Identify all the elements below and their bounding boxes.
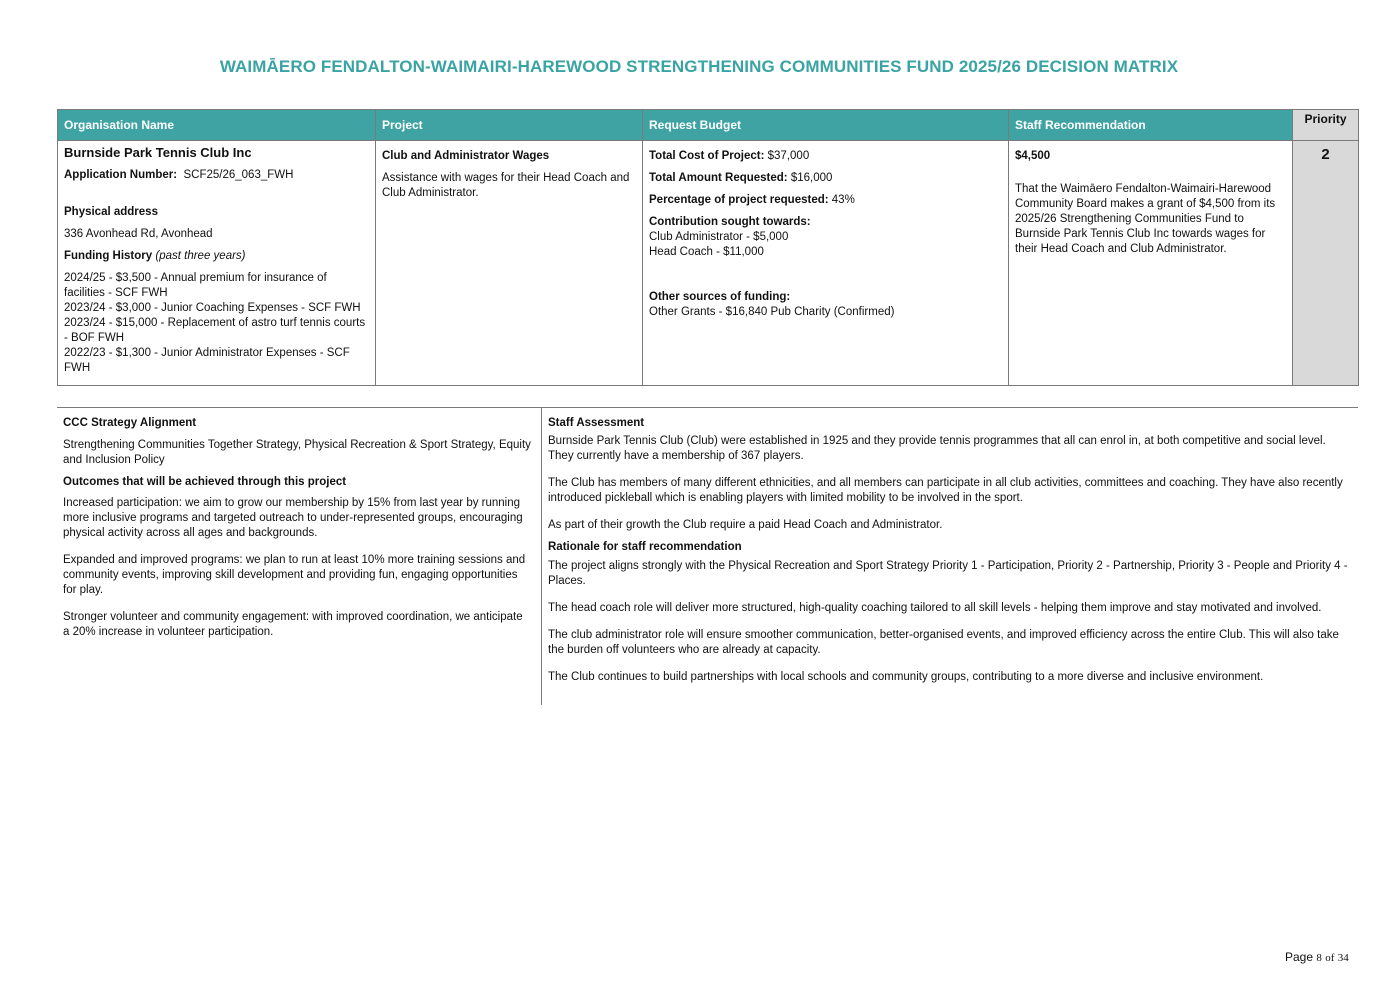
other-funding-label: Other sources of funding: — [649, 291, 791, 303]
funding-history-item: 2024/25 - $3,500 - Annual premium for insurance of facilities - SCF FWH — [64, 272, 327, 299]
contribution-item: Club Administrator - $5,000 — [649, 231, 789, 243]
total-cost-value: $37,000 — [767, 150, 810, 162]
total-cost-label: Total Cost of Project: — [649, 150, 765, 162]
staff-recommendation-cell — [1009, 141, 1293, 386]
project-title: Club and Administrator Wages — [382, 150, 550, 162]
application-number-label: Application Number: — [64, 169, 178, 181]
recommended-amount: $4,500 — [1015, 150, 1051, 162]
alignment-heading: CCC Strategy Alignment — [63, 417, 197, 429]
rationale-paragraph: The Club continues to build partnerships with local schools and community groups, contributing to a more diverse and inclusive environment. — [548, 671, 1264, 683]
amount-requested-label: Total Amount Requested: — [649, 172, 788, 184]
strategy-outcomes-column — [63, 416, 531, 640]
page-current: 8 — [1316, 952, 1322, 964]
funding-history-item: 2023/24 - $3,000 - Junior Coaching Expenses - SCF FWH — [64, 302, 361, 314]
physical-address-label: Physical address — [64, 206, 158, 218]
header-organisation-name: Organisation Name — [58, 110, 376, 141]
outcomes-heading: Outcomes that will be achieved through this project — [63, 476, 347, 488]
page-title: WAIMĀERO FENDALTON-WAIMAIRI-HAREWOOD STRENGTHENING COMMUNITIES FUND 2025/26 DECISION MATRIX — [219, 57, 1179, 76]
assessment-heading: Staff Assessment — [548, 417, 645, 429]
other-funding-value: Other Grants - $16,840 Pub Charity (Confirmed) — [649, 306, 895, 318]
rationale-paragraph: The club administrator role will ensure smoother communication, better-organised events, and improved efficiency across the entire Club. This will also take the burden off volunteers who are already at capacity. — [548, 629, 1339, 656]
percentage-requested-value: 43% — [831, 194, 855, 206]
project-cell — [376, 141, 643, 386]
amount-requested — [649, 171, 1002, 186]
staff-assessment-column — [548, 416, 1348, 685]
rationale-paragraph: The head coach role will deliver more structured, high-quality coaching tailored to all skill levels - helping them improve and stay motivated and involved. — [548, 602, 1322, 614]
page-number — [1285, 950, 1349, 966]
contribution-item: Head Coach - $11,000 — [649, 246, 764, 258]
header-priority: Priority — [1293, 110, 1359, 141]
decision-matrix-table — [57, 109, 1359, 386]
page-label: Page — [1285, 950, 1314, 964]
alignment-text: Strengthening Communities Together Strategy, Physical Recreation & Sport Strategy, Equity and Inclusion Policy — [63, 439, 531, 466]
outcome-item: Expanded and improved programs: we plan to run at least 10% more training sessions and community events, improving skill development and providing fun, engaging opportunities for play. — [63, 554, 526, 596]
total-cost — [649, 149, 1002, 164]
section-divider — [57, 407, 1358, 408]
header-project: Project — [376, 110, 643, 141]
funding-history-heading — [64, 249, 369, 264]
application-number — [64, 168, 369, 183]
funding-history-note: (past three years) — [155, 250, 246, 262]
assessment-paragraph: Burnside Park Tennis Club (Club) were established in 1925 and they provide tennis programmes that all can enrol in, at both competitive and social level. They currently have a membership of 367 players. — [548, 435, 1326, 462]
budget-cell — [643, 141, 1009, 386]
contribution-label: Contribution sought towards: — [649, 216, 811, 228]
outcome-item: Increased participation: we aim to grow our membership by 15% from last year by running more inclusive programs and targeted outreach to under-represented groups, encouraging physical activity across all ages and backgrounds. — [63, 497, 523, 539]
header-request-budget: Request Budget — [643, 110, 1009, 141]
funding-history-label: Funding History — [64, 250, 153, 262]
funding-history-list — [64, 271, 369, 376]
assessment-paragraph: As part of their growth the Club require a paid Head Coach and Administrator. — [548, 519, 943, 531]
page-of-label: of — [1325, 952, 1335, 964]
table-row — [58, 141, 1359, 386]
funding-history-item: 2023/24 - $15,000 - Replacement of astro turf tennis courts - BOF FWH — [64, 317, 366, 344]
header-staff-recommendation: Staff Recommendation — [1009, 110, 1293, 141]
rationale-heading: Rationale for staff recommendation — [548, 541, 742, 553]
table-header-row — [58, 110, 1359, 141]
amount-requested-value: $16,000 — [790, 172, 833, 184]
organisation-name: Burnside Park Tennis Club Inc — [64, 145, 252, 160]
physical-address: 336 Avonhead Rd, Avonhead — [64, 228, 213, 240]
percentage-requested — [649, 193, 1002, 208]
page-total: 34 — [1337, 952, 1349, 964]
rationale-paragraph: The project aligns strongly with the Physical Recreation and Sport Strategy Priority 1 - Participation, Priority 2 - Partnership, Priority 3 - People and Priority 4 - Places. — [548, 560, 1348, 587]
priority-value: 2 — [1293, 141, 1359, 386]
outcome-item: Stronger volunteer and community engagement: with improved coordination, we anticipate a 20% increase in volunteer participation. — [63, 611, 523, 638]
organisation-cell — [58, 141, 376, 386]
column-divider — [541, 407, 542, 705]
percentage-requested-label: Percentage of project requested: — [649, 194, 829, 206]
recommendation-text: That the Waimāero Fendalton-Waimairi-Harewood Community Board makes a grant of $4,500 from its 2025/26 Strengthening Communities Fund to Burnside Park Tennis Club Inc towards wages for their Head Coach and Club Administrator. — [1015, 183, 1276, 255]
project-description: Assistance with wages for their Head Coach and Club Administrator. — [382, 172, 630, 199]
application-number-value: SCF25/26_063_FWH — [183, 169, 294, 181]
funding-history-item: 2022/23 - $1,300 - Junior Administrator Expenses - SCF FWH — [64, 347, 350, 374]
assessment-paragraph: The Club has members of many different ethnicities, and all members can participate in all club activities, committees and coaching. They have also recently introduced pickleball which is enabling players with limited mobility to be involved in the sport. — [548, 477, 1343, 504]
